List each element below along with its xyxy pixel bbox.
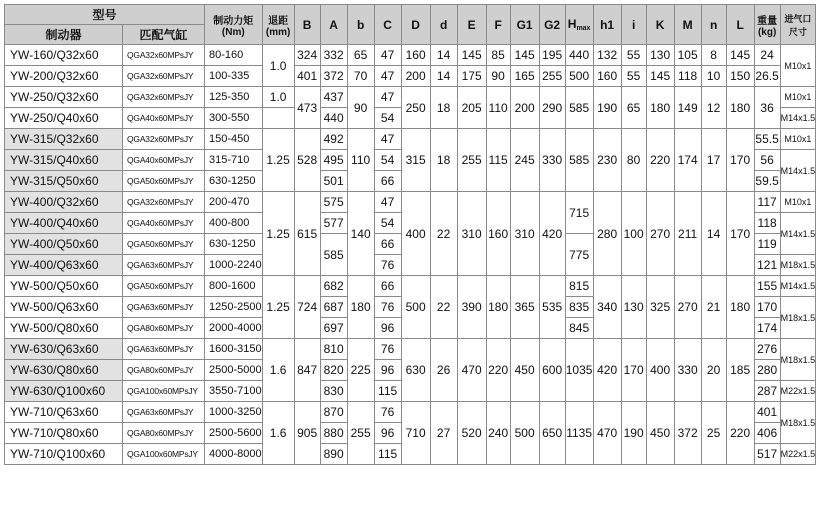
G1-cell: 245 — [510, 129, 539, 192]
A-cell: 820 — [320, 360, 347, 381]
A-cell: 682 — [320, 276, 347, 297]
header-D: D — [401, 5, 430, 45]
C-cell: 96 — [374, 318, 401, 339]
air-inlet-cell: M18x1.5 — [780, 255, 816, 276]
Hmax-cell: 585 — [565, 129, 593, 192]
C-cell: 47 — [374, 129, 401, 150]
table-row — [5, 276, 816, 297]
weight-cell: 174 — [754, 318, 780, 339]
retreat-cell: 1.25 — [262, 276, 294, 339]
torque-cell: 300-550 — [205, 108, 263, 129]
F-cell: 90 — [486, 66, 510, 87]
header-model: 型号 — [5, 5, 205, 25]
cylinder-cell: QGA40x60MPsJY — [123, 108, 205, 129]
E-cell: 205 — [457, 87, 486, 129]
header-G1: G1 — [510, 5, 539, 45]
header-Hmax: $H_{max}$ — [565, 5, 593, 45]
weight-cell: 117 — [754, 192, 780, 213]
table-row — [5, 192, 816, 213]
table-row — [5, 402, 816, 423]
M-cell: 211 — [674, 192, 701, 276]
i-cell: 55 — [621, 45, 646, 66]
cylinder-cell: QGA63x60MPsJY — [123, 297, 205, 318]
G2-cell: 330 — [539, 129, 565, 192]
weight-cell: 276 — [754, 339, 780, 360]
model-cell: YW-315/Q40x60 — [5, 150, 123, 171]
B-cell: 724 — [294, 276, 320, 339]
E-cell: 145 — [457, 45, 486, 66]
D-cell: 250 — [401, 87, 430, 129]
torque-cell: 1000-3250 — [205, 402, 263, 423]
header-air-inlet: 进气口 尺寸 — [780, 5, 816, 45]
E-cell: 175 — [457, 66, 486, 87]
torque-cell: 630-1250 — [205, 171, 263, 192]
B-cell: 473 — [294, 87, 320, 129]
C-cell: 76 — [374, 402, 401, 423]
i-cell: 170 — [621, 339, 646, 402]
torque-cell: 800-1600 — [205, 276, 263, 297]
header-M: M — [674, 5, 701, 45]
D-cell: 200 — [401, 66, 430, 87]
torque-cell: 630-1250 — [205, 234, 263, 255]
cylinder-cell: QGA40x60MPsJY — [123, 213, 205, 234]
d-cell: 26 — [430, 339, 457, 402]
A-cell: 372 — [320, 66, 347, 87]
header-F: F — [486, 5, 510, 45]
model-cell: YW-630/Q80x60 — [5, 360, 123, 381]
retreat-cell: 1.6 — [262, 339, 294, 402]
header-d: d — [430, 5, 457, 45]
A-cell: 880 — [320, 423, 347, 444]
G2-cell: 535 — [539, 276, 565, 339]
weight-cell: 121 — [754, 255, 780, 276]
b-cell: 65 — [347, 45, 374, 66]
M-cell: 174 — [674, 129, 701, 192]
A-cell: 890 — [320, 444, 347, 465]
M-cell: 270 — [674, 276, 701, 339]
model-cell: YW-250/Q40x60 — [5, 108, 123, 129]
b-cell: 110 — [347, 129, 374, 192]
E-cell: 310 — [457, 192, 486, 276]
torque-cell: 4000-8000 — [205, 444, 263, 465]
C-cell: 76 — [374, 339, 401, 360]
retreat-cell: 1.25 — [262, 192, 294, 276]
K-cell: 325 — [646, 276, 674, 339]
i-cell: 80 — [621, 129, 646, 192]
table-row — [5, 66, 816, 87]
table-body — [5, 45, 816, 465]
cylinder-cell: QGA80x60MPsJY — [123, 318, 205, 339]
weight-cell: 119 — [754, 234, 780, 255]
header-B: B — [294, 5, 320, 45]
cylinder-cell: QGA80x60MPsJY — [123, 423, 205, 444]
model-cell: YW-160/Q32x60 — [5, 45, 123, 66]
torque-cell: 1250-2500 — [205, 297, 263, 318]
G2-cell: 255 — [539, 66, 565, 87]
C-cell: 47 — [374, 87, 401, 108]
spec-table — [4, 4, 816, 465]
weight-cell: 26.5 — [754, 66, 780, 87]
model-cell: YW-400/Q50x60 — [5, 234, 123, 255]
torque-cell: 400-800 — [205, 213, 263, 234]
i-cell: 65 — [621, 87, 646, 129]
A-cell: 575 — [320, 192, 347, 213]
Hmax-cell: 715 — [565, 192, 593, 234]
L-cell: 220 — [726, 402, 754, 465]
i-cell: 130 — [621, 276, 646, 339]
cylinder-cell: QGA32x60MPsJY — [123, 45, 205, 66]
torque-cell: 100-335 — [205, 66, 263, 87]
weight-cell: 280 — [754, 360, 780, 381]
cylinder-cell: QGA32x60MPsJY — [123, 129, 205, 150]
model-cell: YW-315/Q50x60 — [5, 171, 123, 192]
h1-cell: 420 — [593, 339, 621, 402]
torque-cell: 2500-5600 — [205, 423, 263, 444]
A-cell: 577 — [320, 213, 347, 234]
F-cell: 160 — [486, 192, 510, 276]
A-cell: 437 — [320, 87, 347, 108]
n-cell: 21 — [701, 276, 726, 339]
air-inlet-cell: M22x1.5 — [780, 444, 816, 465]
Hmax-cell: 1135 — [565, 402, 593, 465]
b-cell: 90 — [347, 87, 374, 129]
n-cell: 8 — [701, 45, 726, 66]
b-cell: 140 — [347, 192, 374, 276]
torque-cell: 200-470 — [205, 192, 263, 213]
A-cell: 492 — [320, 129, 347, 150]
E-cell: 520 — [457, 402, 486, 465]
B-cell: 905 — [294, 402, 320, 465]
air-inlet-cell: M14x1.5 — [780, 276, 816, 297]
A-cell: 585 — [320, 234, 347, 276]
b-cell: 255 — [347, 402, 374, 465]
table-row — [5, 45, 816, 66]
G2-cell: 195 — [539, 45, 565, 66]
weight-cell: 406 — [754, 423, 780, 444]
Hmax-cell: 1035 — [565, 339, 593, 402]
i-cell: 100 — [621, 192, 646, 276]
A-cell: 810 — [320, 339, 347, 360]
G1-cell: 145 — [510, 45, 539, 66]
weight-cell: 517 — [754, 444, 780, 465]
air-inlet-cell: M10x1 — [780, 192, 816, 213]
A-cell: 501 — [320, 171, 347, 192]
table-row — [5, 339, 816, 360]
header-E: E — [457, 5, 486, 45]
C-cell: 96 — [374, 423, 401, 444]
Hmax-cell: 845 — [565, 318, 593, 339]
retreat-cell: 1.0 — [262, 45, 294, 87]
torque-cell: 1000-2240 — [205, 255, 263, 276]
D-cell: 315 — [401, 129, 430, 192]
A-cell: 870 — [320, 402, 347, 423]
table-header — [5, 5, 816, 45]
B-cell: 528 — [294, 129, 320, 192]
M-cell: 372 — [674, 402, 701, 465]
cylinder-cell: QGA63x60MPsJY — [123, 339, 205, 360]
K-cell: 145 — [646, 66, 674, 87]
C-cell: 47 — [374, 66, 401, 87]
M-cell: 330 — [674, 339, 701, 402]
d-cell: 22 — [430, 276, 457, 339]
C-cell: 76 — [374, 297, 401, 318]
model-cell: YW-500/Q63x60 — [5, 297, 123, 318]
Hmax-cell: 815 — [565, 276, 593, 297]
L-cell: 145 — [726, 45, 754, 66]
cylinder-cell: QGA32x60MPsJY — [123, 66, 205, 87]
weight-cell: 59.5 — [754, 171, 780, 192]
cylinder-cell: QGA32x60MPsJY — [123, 87, 205, 108]
A-cell: 697 — [320, 318, 347, 339]
weight-cell: 36 — [754, 87, 780, 129]
G2-cell: 600 — [539, 339, 565, 402]
header-torque: 制动力矩 (Nm) — [205, 5, 263, 45]
F-cell: 180 — [486, 276, 510, 339]
C-cell: 47 — [374, 192, 401, 213]
header-K: K — [646, 5, 674, 45]
B-cell: 615 — [294, 192, 320, 276]
G1-cell: 450 — [510, 339, 539, 402]
b-cell: 70 — [347, 66, 374, 87]
cylinder-cell: QGA32x60MPsJY — [123, 192, 205, 213]
cylinder-cell: QGA40x60MPsJY — [123, 150, 205, 171]
model-cell: YW-630/Q100x60 — [5, 381, 123, 402]
K-cell: 400 — [646, 339, 674, 402]
F-cell: 110 — [486, 87, 510, 129]
retreat-cell: 1.25 — [262, 129, 294, 192]
air-inlet-cell: M10x1 — [780, 129, 816, 150]
D-cell: 500 — [401, 276, 430, 339]
A-cell: 332 — [320, 45, 347, 66]
air-inlet-cell: M22x1.5 — [780, 381, 816, 402]
h1-cell: 470 — [593, 402, 621, 465]
C-cell: 66 — [374, 276, 401, 297]
F-cell: 240 — [486, 402, 510, 465]
C-cell: 47 — [374, 45, 401, 66]
C-cell: 96 — [374, 360, 401, 381]
d-cell: 27 — [430, 402, 457, 465]
cylinder-cell: QGA63x60MPsJY — [123, 402, 205, 423]
K-cell: 130 — [646, 45, 674, 66]
cylinder-cell: QGA50x60MPsJY — [123, 234, 205, 255]
air-inlet-cell: M18x1.5 — [780, 339, 816, 381]
header-retreat: 退距 (mm) — [262, 5, 294, 45]
E-cell: 255 — [457, 129, 486, 192]
weight-cell: 401 — [754, 402, 780, 423]
G2-cell: 420 — [539, 192, 565, 276]
h1-cell: 340 — [593, 276, 621, 339]
air-inlet-cell: M18x1.5 — [780, 402, 816, 444]
torque-cell: 1600-3150 — [205, 339, 263, 360]
weight-cell: 55.5 — [754, 129, 780, 150]
A-cell: 687 — [320, 297, 347, 318]
model-cell: YW-630/Q63x60 — [5, 339, 123, 360]
cylinder-cell: QGA50x60MPsJY — [123, 171, 205, 192]
F-cell: 115 — [486, 129, 510, 192]
model-cell: YW-400/Q63x60 — [5, 255, 123, 276]
G1-cell: 365 — [510, 276, 539, 339]
retreat-cell — [262, 108, 294, 129]
E-cell: 390 — [457, 276, 486, 339]
air-inlet-cell: M18x1.5 — [780, 297, 816, 339]
M-cell: 105 — [674, 45, 701, 66]
G1-cell: 200 — [510, 87, 539, 129]
model-cell: YW-200/Q32x60 — [5, 66, 123, 87]
header-C: C — [374, 5, 401, 45]
D-cell: 630 — [401, 339, 430, 402]
C-cell: 54 — [374, 213, 401, 234]
n-cell: 14 — [701, 192, 726, 276]
b-cell: 225 — [347, 339, 374, 402]
n-cell: 10 — [701, 66, 726, 87]
torque-cell: 125-350 — [205, 87, 263, 108]
d-cell: 14 — [430, 45, 457, 66]
air-inlet-cell: M14x1.5 — [780, 213, 816, 255]
C-cell: 54 — [374, 150, 401, 171]
B-cell: 847 — [294, 339, 320, 402]
weight-cell: 287 — [754, 381, 780, 402]
M-cell: 149 — [674, 87, 701, 129]
h1-cell: 160 — [593, 66, 621, 87]
model-cell: YW-710/Q100x60 — [5, 444, 123, 465]
B-cell: 324 — [294, 45, 320, 66]
n-cell: 12 — [701, 87, 726, 129]
cylinder-cell: QGA80x60MPsJY — [123, 360, 205, 381]
header-L: L — [726, 5, 754, 45]
C-cell: 66 — [374, 171, 401, 192]
L-cell: 170 — [726, 129, 754, 192]
C-cell: 115 — [374, 444, 401, 465]
cylinder-cell: QGA50x60MPsJY — [123, 276, 205, 297]
n-cell: 20 — [701, 339, 726, 402]
d-cell: 14 — [430, 66, 457, 87]
d-cell: 18 — [430, 87, 457, 129]
model-cell: YW-500/Q50x60 — [5, 276, 123, 297]
b-cell: 180 — [347, 276, 374, 339]
h1-cell: 230 — [593, 129, 621, 192]
table-row — [5, 87, 816, 108]
model-cell: YW-400/Q32x60 — [5, 192, 123, 213]
weight-cell: 155 — [754, 276, 780, 297]
h1-cell: 190 — [593, 87, 621, 129]
K-cell: 270 — [646, 192, 674, 276]
K-cell: 180 — [646, 87, 674, 129]
retreat-cell: 1.6 — [262, 402, 294, 465]
header-brake: 制动器 — [5, 25, 123, 45]
torque-cell: 315-710 — [205, 150, 263, 171]
air-inlet-cell: M14x1.5 — [780, 150, 816, 192]
weight-cell: 118 — [754, 213, 780, 234]
model-cell: YW-315/Q32x60 — [5, 129, 123, 150]
K-cell: 220 — [646, 129, 674, 192]
G2-cell: 290 — [539, 87, 565, 129]
n-cell: 25 — [701, 402, 726, 465]
M-cell: 118 — [674, 66, 701, 87]
n-cell: 17 — [701, 129, 726, 192]
weight-cell: 56 — [754, 150, 780, 171]
A-cell: 495 — [320, 150, 347, 171]
cylinder-cell: QGA63x60MPsJY — [123, 255, 205, 276]
model-cell: YW-400/Q40x60 — [5, 213, 123, 234]
torque-cell: 3550-7100 — [205, 381, 263, 402]
air-inlet-cell: M10x1 — [780, 45, 816, 87]
F-cell: 85 — [486, 45, 510, 66]
F-cell: 220 — [486, 339, 510, 402]
model-cell: YW-710/Q63x60 — [5, 402, 123, 423]
A-cell: 830 — [320, 381, 347, 402]
weight-cell: 170 — [754, 297, 780, 318]
header-A: A — [320, 5, 347, 45]
i-cell: 190 — [621, 402, 646, 465]
G1-cell: 310 — [510, 192, 539, 276]
table-row — [5, 129, 816, 150]
header-b: b — [347, 5, 374, 45]
C-cell: 115 — [374, 381, 401, 402]
Hmax-cell: 440 — [565, 45, 593, 66]
C-cell: 66 — [374, 234, 401, 255]
L-cell: 180 — [726, 276, 754, 339]
B-cell: 401 — [294, 66, 320, 87]
cylinder-cell: QGA100x60MPsJY — [123, 381, 205, 402]
D-cell: 160 — [401, 45, 430, 66]
h1-cell: 132 — [593, 45, 621, 66]
A-cell: 440 — [320, 108, 347, 129]
K-cell: 450 — [646, 402, 674, 465]
Hmax-cell: 775 — [565, 234, 593, 276]
torque-cell: 80-160 — [205, 45, 263, 66]
Hmax-cell: 835 — [565, 297, 593, 318]
header-weight: 重量 (kg) — [754, 5, 780, 45]
air-inlet-cell: M10x1 — [780, 87, 816, 108]
d-cell: 18 — [430, 129, 457, 192]
G2-cell: 650 — [539, 402, 565, 465]
torque-cell: 150-450 — [205, 129, 263, 150]
header-n: n — [701, 5, 726, 45]
L-cell: 185 — [726, 339, 754, 402]
torque-cell: 2000-4000 — [205, 318, 263, 339]
d-cell: 22 — [430, 192, 457, 276]
D-cell: 710 — [401, 402, 430, 465]
L-cell: 180 — [726, 87, 754, 129]
G1-cell: 500 — [510, 402, 539, 465]
header-cylinder: 匹配气缸 — [123, 25, 205, 45]
h1-cell: 280 — [593, 192, 621, 276]
Hmax-cell: 585 — [565, 87, 593, 129]
weight-cell: 24 — [754, 45, 780, 66]
spec-table-container — [4, 4, 816, 465]
i-cell: 55 — [621, 66, 646, 87]
Hmax-cell: 500 — [565, 66, 593, 87]
C-cell: 54 — [374, 108, 401, 129]
retreat-cell: 1.0 — [262, 87, 294, 108]
cylinder-cell: QGA100x60MPsJY — [123, 444, 205, 465]
D-cell: 400 — [401, 192, 430, 276]
C-cell: 76 — [374, 255, 401, 276]
air-inlet-cell: M14x1.5 — [780, 108, 816, 129]
header-i: i — [621, 5, 646, 45]
E-cell: 470 — [457, 339, 486, 402]
torque-cell: 2500-5000 — [205, 360, 263, 381]
model-cell: YW-250/Q32x60 — [5, 87, 123, 108]
header-h1: h1 — [593, 5, 621, 45]
header-G2: G2 — [539, 5, 565, 45]
model-cell: YW-500/Q80x60 — [5, 318, 123, 339]
L-cell: 150 — [726, 66, 754, 87]
L-cell: 170 — [726, 192, 754, 276]
G1-cell: 165 — [510, 66, 539, 87]
model-cell: YW-710/Q80x60 — [5, 423, 123, 444]
